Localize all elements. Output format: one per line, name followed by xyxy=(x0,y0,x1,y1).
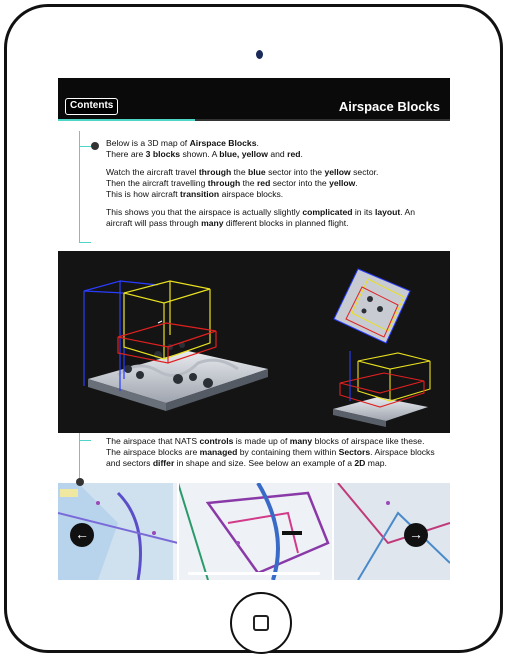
text-run-bold: blue xyxy=(248,167,266,177)
text-run-bold: transition xyxy=(180,189,220,199)
terrain-side-view xyxy=(333,351,430,427)
text-run: There are xyxy=(106,149,146,159)
text-run: . xyxy=(355,178,358,188)
text-run: Below is a 3D map of xyxy=(106,138,190,148)
text-run: and xyxy=(267,149,288,159)
text-run-bold: many xyxy=(201,218,224,228)
text-run-bold: Sectors xyxy=(338,447,371,457)
text-run-bold: through xyxy=(198,167,232,177)
text-run: blocks of airspace like these. The airspace blocks are xyxy=(106,436,425,457)
terrain-main xyxy=(88,342,268,411)
text-run: This shows you that the airspace is actually slightly xyxy=(106,207,303,217)
contents-button[interactable]: Contents xyxy=(65,98,118,115)
text-run: Then the aircraft travelling xyxy=(106,178,208,188)
text-run: is made up of xyxy=(233,436,290,446)
text-run: in shape and size. See below an example of a xyxy=(174,458,355,468)
text-run-bold: yellow xyxy=(324,167,351,177)
timeline-connector xyxy=(79,242,91,243)
text-run: different blocks in planned flight. xyxy=(223,218,349,228)
app-screen xyxy=(58,78,450,580)
text-run-bold: managed xyxy=(199,447,238,457)
outro-text xyxy=(106,436,436,476)
text-run-bold: red xyxy=(256,178,271,188)
text-run: map. xyxy=(365,458,387,468)
text-run: sector into the xyxy=(270,178,330,188)
arrow-left-icon[interactable]: ← xyxy=(70,523,94,547)
text-run: . xyxy=(300,149,303,159)
text-run: sector. xyxy=(350,167,379,177)
intro-paragraph xyxy=(106,207,436,229)
text-run: Watch the aircraft travel xyxy=(106,167,199,177)
home-square-icon xyxy=(253,615,269,631)
intro-paragraph xyxy=(106,167,436,200)
timeline-bullet xyxy=(76,478,84,486)
text-run-bold: yellow xyxy=(329,178,356,188)
airspace-2d-map[interactable] xyxy=(58,483,450,580)
text-run: the xyxy=(231,167,249,177)
text-run: This is how aircraft xyxy=(106,189,181,199)
text-run-bold: red xyxy=(287,149,301,159)
text-run: airspace blocks. xyxy=(219,189,284,199)
intro-text xyxy=(106,138,436,236)
text-run: in its xyxy=(352,207,375,217)
text-run: The airspace that NATS xyxy=(106,436,200,446)
timeline-bullet xyxy=(91,142,99,150)
text-run: . xyxy=(256,138,259,148)
page-title: Airspace Blocks xyxy=(338,99,440,114)
text-run-bold: blue, yellow xyxy=(219,149,268,159)
camera-icon xyxy=(256,50,263,59)
intro-paragraph xyxy=(106,138,436,160)
text-run-bold: many xyxy=(289,436,313,446)
airspace-2d-illustration xyxy=(58,483,450,580)
timeline-connector xyxy=(79,146,91,147)
header-bar xyxy=(58,78,450,120)
text-run: by containing them within xyxy=(237,447,339,457)
text-run-bold: 2D xyxy=(354,458,366,468)
text-run-bold: Airspace Blocks xyxy=(189,138,257,148)
text-run-bold: layout xyxy=(374,207,401,217)
home-button[interactable] xyxy=(230,592,292,654)
airspace-3d-map xyxy=(58,251,450,433)
airspace-3d-illustration xyxy=(58,251,450,433)
text-run: sector into the xyxy=(265,167,325,177)
aircraft-icon xyxy=(158,321,162,323)
text-run-bold: controls xyxy=(199,436,234,446)
text-run-bold: 3 blocks xyxy=(145,149,181,159)
text-run-bold: through xyxy=(207,178,241,188)
text-run: . Airspace blocks and sectors xyxy=(106,447,435,468)
text-run-bold: differ xyxy=(152,458,175,468)
text-run-bold: complicated xyxy=(302,207,353,217)
terrain-top-view xyxy=(334,269,410,343)
text-run: shown. A xyxy=(180,149,220,159)
home-indicator[interactable] xyxy=(188,572,320,575)
text-run: . An aircraft will pass through xyxy=(106,207,416,228)
arrow-right-icon[interactable]: → xyxy=(404,523,428,547)
timeline-line xyxy=(79,131,80,243)
timeline-connector xyxy=(79,440,91,441)
text-run: the xyxy=(240,178,257,188)
outro-panel xyxy=(58,433,450,483)
intro-panel xyxy=(58,121,450,251)
outro-paragraph xyxy=(106,436,436,469)
